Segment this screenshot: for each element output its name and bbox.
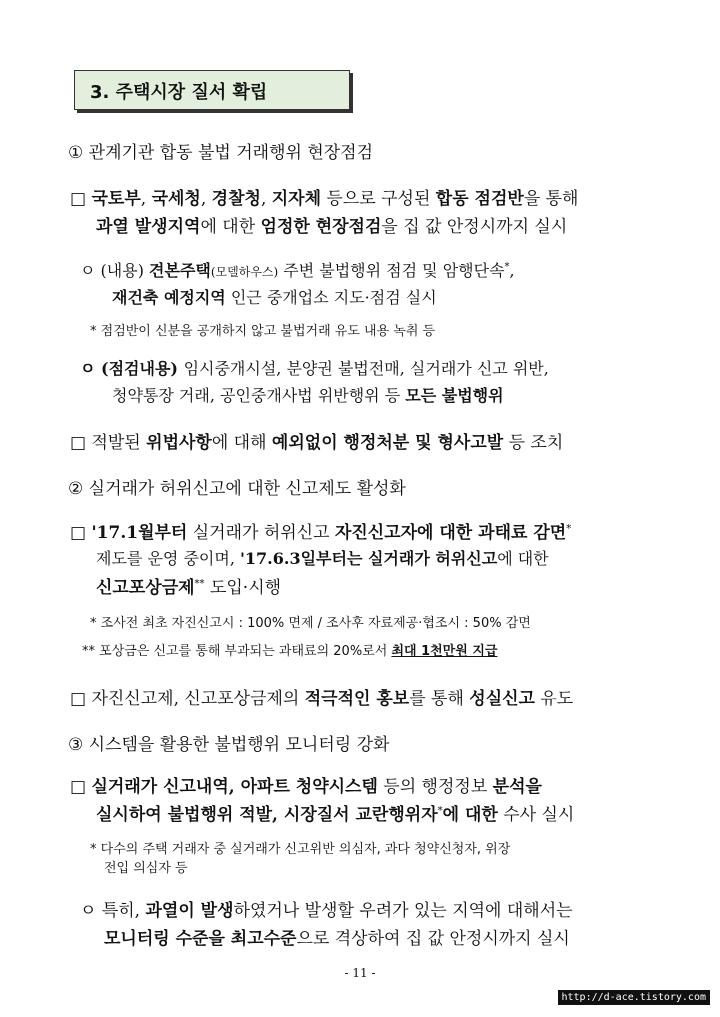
bullet-1-1-line2: 재건축 예정지역 인근 중개업소 지도·점검 실시 xyxy=(112,288,437,307)
paragraph-2-1-line2: 제도를 운영 중이며, '17.6.3일부터는 실거래가 허위신고에 대한 xyxy=(96,549,549,568)
page-number: - 11 - xyxy=(344,966,376,980)
footnote-2-2: ** 포상금은 신고를 통해 부과되는 과태료의 20%로서 최대 1천만원 지급 xyxy=(82,644,498,659)
bullet-1-2: ㅇ (점검내용) 임시중개시설, 분양권 불법전매, 실거래가 신고 위반, xyxy=(80,359,549,378)
footnote-3-1: * 다수의 주택 거래자 중 실거래가 신고위반 의심자, 과다 청약신청자, 위장 xyxy=(90,842,511,857)
paragraph-1-1: □ 국토부, 국세청, 경찰청, 지자체 등으로 구성된 합동 점검반을 통해 xyxy=(70,189,579,209)
footnote-3-1-line2: 전입 의심자 등 xyxy=(104,861,188,876)
footnote-1-1: * 점검반이 신분을 공개하지 않고 불법거래 유도 내용 녹취 등 xyxy=(90,324,436,339)
watermark-link[interactable]: http://d-ace.tistory.com xyxy=(558,990,711,1005)
footnote-2-1: * 조사전 최초 자진신고시 : 100% 면제 / 조사후 자료제공·협조시 : 50% 감면 xyxy=(90,616,531,631)
bullet-1-1: ㅇ (내용) 견본주택(모델하우스) 주변 불법행위 점검 및 암행단속*, xyxy=(80,261,515,280)
subsection-heading-2: ② 실거래가 허위신고에 대한 신고제도 활성화 xyxy=(68,479,406,499)
paragraph-1-2: □ 적발된 위법사항에 대해 예외없이 행정처분 및 형사고발 등 조치 xyxy=(70,433,564,453)
paragraph-3-1-line2: 실시하여 불법행위 적발, 시장질서 교란행위자*에 대한 수사 실시 xyxy=(96,805,575,825)
paragraph-2-2: □ 자진신고제, 신고포상금제의 적극적인 홍보를 통해 성실신고 유도 xyxy=(70,689,574,709)
bullet-3-1-line2: 모니터링 수준을 최고수준으로 격상하여 집 값 안정시까지 실시 xyxy=(104,929,570,949)
paragraph-1-1-line2: 과열 발생지역에 대한 엄정한 현장점검을 집 값 안정시까지 실시 xyxy=(96,217,568,237)
paragraph-2-1-line3: 신고포상금제** 도입·시행 xyxy=(96,578,282,598)
paragraph-3-1: □ 실거래가 신고내역, 아파트 청약시스템 등의 행정정보 분석을 xyxy=(70,777,542,797)
subsection-heading-1: ① 관계기관 합동 불법 거래행위 현장점검 xyxy=(68,143,374,163)
paragraph-2-1: □ '17.1월부터 실거래가 허위신고 자진신고자에 대한 과태료 감면* xyxy=(70,523,572,543)
bullet-3-1: ㅇ 특히, 과열이 발생하였거나 발생할 우려가 있는 지역에 대해서는 xyxy=(80,901,573,921)
subsection-heading-3: ③ 시스템을 활용한 불법행위 모니터링 강화 xyxy=(68,735,390,755)
bullet-1-2-line2: 청약통장 거래, 공인중개사법 위반행위 등 모든 불법행위 xyxy=(112,386,504,405)
section-title: 3. 주택시장 질서 확립 xyxy=(90,82,268,103)
